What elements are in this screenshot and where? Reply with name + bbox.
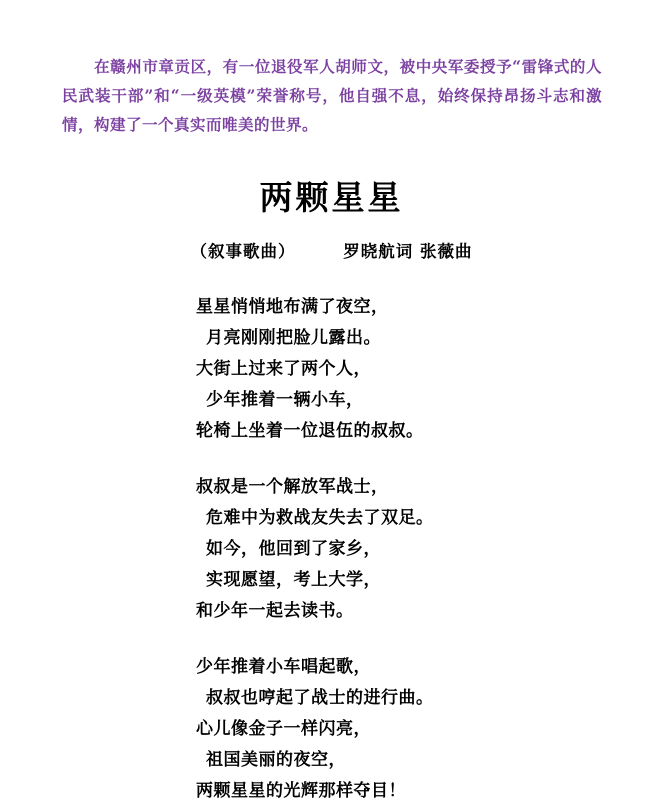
lyrics-line: 轮椅上坐着一位退伍的叔叔。 bbox=[196, 421, 424, 441]
genre-label: （叙事歌曲） bbox=[190, 242, 296, 261]
lyrics-line: 两颗星星的光辉那样夺目！ bbox=[196, 781, 406, 801]
lyrics-stanza bbox=[196, 652, 616, 807]
lyrics-stanza bbox=[196, 292, 616, 447]
lyrics-line: 少年推着小车唱起歌， bbox=[196, 657, 371, 677]
lyrics-line: 心儿像金子一样闪亮， bbox=[196, 719, 371, 739]
lyrics-line: 大街上过来了两个人， bbox=[196, 359, 371, 379]
lyrics-stanza bbox=[196, 472, 616, 627]
lyrics-line: 和少年一起去读书。 bbox=[196, 601, 354, 621]
lyrics-line: 叔叔是一个解放军战士， bbox=[196, 477, 389, 497]
lyrics-line: 如今，他回到了家乡， bbox=[206, 539, 381, 559]
lyrics-line: 月亮刚刚把脸儿露出。 bbox=[206, 328, 381, 348]
intro-paragraph-text: 在赣州市章贡区，有一位退役军人胡师文，被中央军委授予“雷锋式的人民武装干部”和“一级英模”荣誉称号，他自强不息，始终保持昂扬斗志和激情，构建了一个真实而唯美的世界。 bbox=[62, 57, 602, 134]
lyrics-line: 祖国美丽的夜空， bbox=[206, 750, 346, 770]
intro-paragraph bbox=[62, 52, 602, 139]
lyrics-line: 叔叔也哼起了战士的进行曲。 bbox=[206, 688, 434, 708]
lyrics-body bbox=[196, 292, 616, 807]
subtitle-row bbox=[0, 238, 663, 262]
credits-label: 罗晓航词 张薇曲 bbox=[343, 242, 473, 261]
lyrics-line: 危难中为救战友失去了双足。 bbox=[206, 508, 434, 528]
lyrics-line: 星星悄悄地布满了夜空， bbox=[196, 297, 389, 317]
lyrics-line: 实现愿望，考上大学， bbox=[206, 570, 381, 590]
lyrics-line: 少年推着一辆小车， bbox=[206, 390, 364, 410]
page-title: 两颗星星 bbox=[259, 178, 404, 217]
